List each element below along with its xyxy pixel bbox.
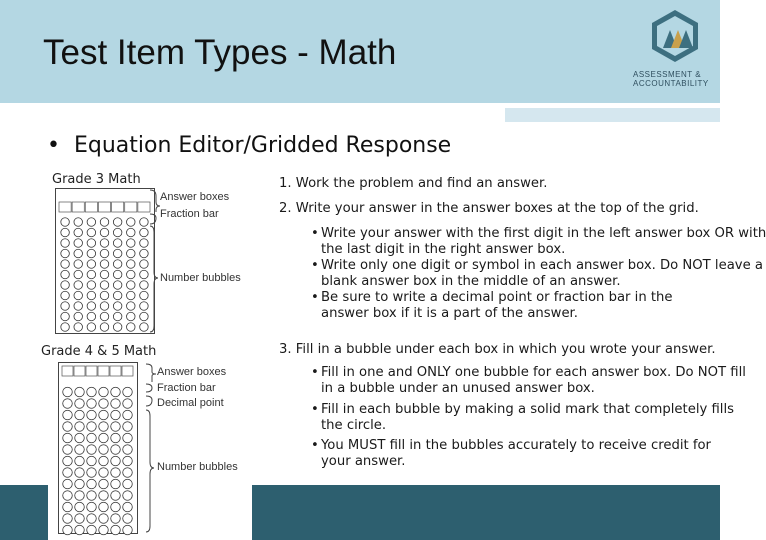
step-3 [279,342,716,358]
step-2-bullet-3: • Be sure to write a decimal point or fraction bar in the [311,290,673,305]
logo-line-2: ACCOUNTABILITY [633,79,709,88]
grade3-number-bubbles-label: Number bubbles [160,272,241,284]
footer-bar-left [0,485,48,540]
logo-line-1: ASSESSMENT & [633,70,702,79]
grade3-answer-grid [55,188,155,334]
step-2-bullet-3-cont [321,306,578,322]
divider-bar [505,108,720,122]
grade45-answer-grid [58,362,138,534]
grade45-label: Grade 4 & 5 Math [41,344,157,359]
step-3-bullet-3-line-2: your answer. [321,454,406,469]
step-3-bullet-1-cont [321,381,595,397]
grade45-decimal-point-label: Decimal point [157,397,224,409]
grade3-answer-boxes-label: Answer boxes [160,191,230,203]
logo-text [633,70,709,88]
step-3-bullet-2-line-1: Fill in each bubble by making a solid mark that completely fills [321,402,734,417]
step-1-number: 1. [279,176,292,191]
footer-bar-right [252,485,720,540]
step-2-bullet-2-line-1: Write only one digit or symbol in each answer box. Do NOT leave a [321,258,763,273]
section-heading [47,133,451,158]
step-1-text: Work the problem and find an answer. [295,176,548,191]
step-2-number: 2. [279,201,292,216]
step-3-bullet-2-cont [321,418,386,434]
section-heading-text: Equation Editor/Gridded Response [73,133,452,158]
step-2-bullet-1: • Write your answer with the first digit in the left answer box OR with [311,226,766,241]
bullet-icon: • [47,133,60,158]
grade3-label: Grade 3 Math [52,172,141,187]
grade3-fraction-bar-label: Fraction bar [160,208,219,220]
step-2-bullet-1-line-1: Write your answer with the first digit in the left answer box OR with [321,226,766,241]
step-3-bullet-2-line-2: the circle. [321,418,387,433]
step-3-number: 3. [279,342,292,357]
step-2-bullet-2-cont [321,274,621,290]
step-2-bullet-3-line-2: answer box if it is a part of the answer. [321,306,578,321]
step-2 [279,201,699,217]
grade45-number-bubbles-label: Number bubbles [157,461,238,473]
step-2-bullet-1-line-2: the last digit in the right answer box. [321,242,566,257]
grade45-answer-boxes-label: Answer boxes [157,366,227,378]
step-2-text: Write your answer in the answer boxes at the top of the grid. [295,201,699,216]
step-2-bullet-2-line-2: blank answer box in the middle of an answer. [321,274,621,289]
step-3-bullet-1: • Fill in one and ONLY one bubble for each answer box. Do NOT fill [311,365,746,380]
grade45-brace-icon [144,362,158,534]
step-2-bullet-1-cont [321,242,565,258]
step-3-text: Fill in a bubble under each box in which you wrote your answer. [295,342,716,357]
step-2-bullet-2: • Write only one digit or symbol in each answer box. Do NOT leave a [311,258,763,273]
grade45-fraction-bar-label: Fraction bar [157,382,216,394]
step-3-bullet-1-line-2: in a bubble under an unused answer box. [321,381,595,396]
slide-title: Test Item Types - Math [43,33,397,72]
step-3-bullet-3-line-1: You MUST fill in the bubbles accurately to receive credit for [321,438,711,453]
step-3-bullet-3-cont [321,454,405,470]
step-3-bullet-2: • Fill in each bubble by making a solid mark that completely fills [311,402,734,417]
step-3-bullet-1-line-1: Fill in one and ONLY one bubble for each answer box. Do NOT fill [321,365,746,380]
step-3-bullet-3: • You MUST fill in the bubbles accurately to receive credit for [311,438,711,453]
step-1 [279,176,547,192]
step-2-bullet-3-line-1: Be sure to write a decimal point or fraction bar in the [321,290,673,305]
